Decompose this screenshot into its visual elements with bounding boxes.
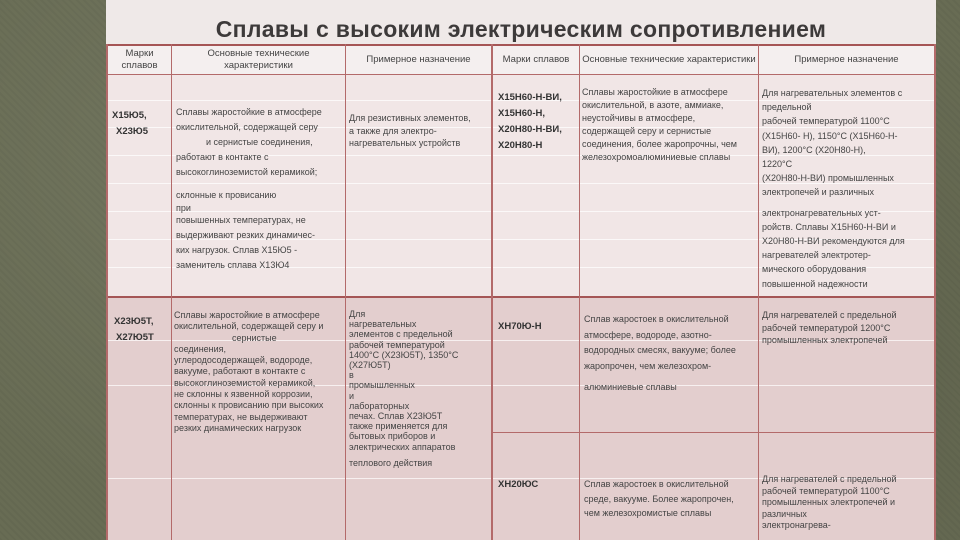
- characteristics-cell: Сплав жаростоек в окислительной атмосфере, водороде, азотно- водородных смесях, вакууме; более жаропрочен, чем железохром- алюминиевые сплавы: [584, 314, 736, 392]
- characteristics-cell: Сплав жаростоек в окислительной среде, вакууме. Более жаропрочен, чем железохромистые сплавы: [584, 479, 734, 518]
- slide: [106, 0, 936, 540]
- header-bottom-border: [106, 74, 936, 75]
- grade-cell: ХН20ЮС: [498, 479, 539, 490]
- characteristics-cell: Сплавы жаростойкие в атмосфере окислительной, содержащей серу и сернистые соединения, работают в контакте с высокоглиноземистой керамикой; склонные к провисанию при повышенных температурах, не выдерживают резких динамичес- ких нагрузок. Сплав Х15Ю5 - заменитель сплава Х13Ю4: [176, 107, 322, 270]
- purpose-cell: Для нагревателей с предельной рабочей температурой 1200°С промышленных электропечей: [762, 310, 897, 345]
- row-divider: [106, 296, 936, 298]
- purpose-cell: Для нагревательных элементов с предельной рабочей температурой 1400°С (Х23Ю5Т), 1350°С (Х27Ю5Т) в промышленных и лабораторных печах. Сплав Х23Ю5Т также применяется для бытовых приборов и электрических аппаратов теплового действия: [349, 309, 459, 468]
- purpose-cell: Для нагревательных элементов с предельной рабочей температурой 1100°С (Х15Н60- Н), 1150°С (Х15Н60-Н- ВИ), 1200°С (Х20Н80-Н), 1220°С (Х20Н80-Н-ВИ) промышленных электропечей и различных электронагревательных уст- ройств. Сплавы Х15Н60-Н-ВИ и Х20Н80-Н-ВИ рекомендуются для нагревателей электротер- мического оборудования повышенной надежности: [762, 88, 905, 289]
- grade-cell: Х15Н60-Н-ВИ, Х15Н60-Н, Х20Н80-Н-ВИ, Х20Н80-Н: [498, 92, 562, 151]
- header-purpose-left: Примерное назначение: [346, 46, 491, 74]
- grade-cell: Х23Ю5Т, Х27Ю5Т: [114, 316, 154, 343]
- purpose-cell: Для нагревателей с предельной рабочей температурой 1100°С промышленных электропечей и различных электронагрева-: [762, 474, 897, 530]
- header-grade-right: Марки сплавов: [493, 46, 579, 74]
- header-purpose-right: Примерное назначение: [759, 46, 934, 74]
- header-characteristics-right: Основные технические характеристики: [580, 46, 758, 74]
- grade-cell: ХН70Ю-Н: [498, 321, 542, 332]
- header-characteristics-left: Основные технические характеристики: [172, 46, 345, 74]
- slide-title: Сплавы с высоким электрическим сопротивлением: [215, 16, 827, 42]
- purpose-cell: Для резистивных элементов, а также для электро- нагревательных устройств: [349, 113, 471, 148]
- table-top-border: [106, 44, 936, 46]
- characteristics-cell: Сплавы жаростойкие в атмосфере окислительной, содержащей серу и сернистые соединения, углеродосодержащей, водороде, вакууме, работают в контакте с высокоглиноземистой керамикой, не склонны к язвенной коррозии, склонны к провисанию при высоких температурах, не выдерживают резких динамических нагрузок: [174, 310, 324, 433]
- row-divider: [493, 432, 936, 433]
- cell-bg: [346, 75, 491, 296]
- grade-cell: Х15Ю5, Х23Ю5: [112, 110, 148, 137]
- characteristics-cell: Сплавы жаростойкие в атмосфере окислительной, в азоте, аммиаке, неустойчивы в атмосфере, содержащей серу и сернистые соединения, более жаропрочны, чем железохромоалюминиевые сплавы: [582, 87, 737, 162]
- header-grade-left: Марки сплавов: [108, 46, 171, 74]
